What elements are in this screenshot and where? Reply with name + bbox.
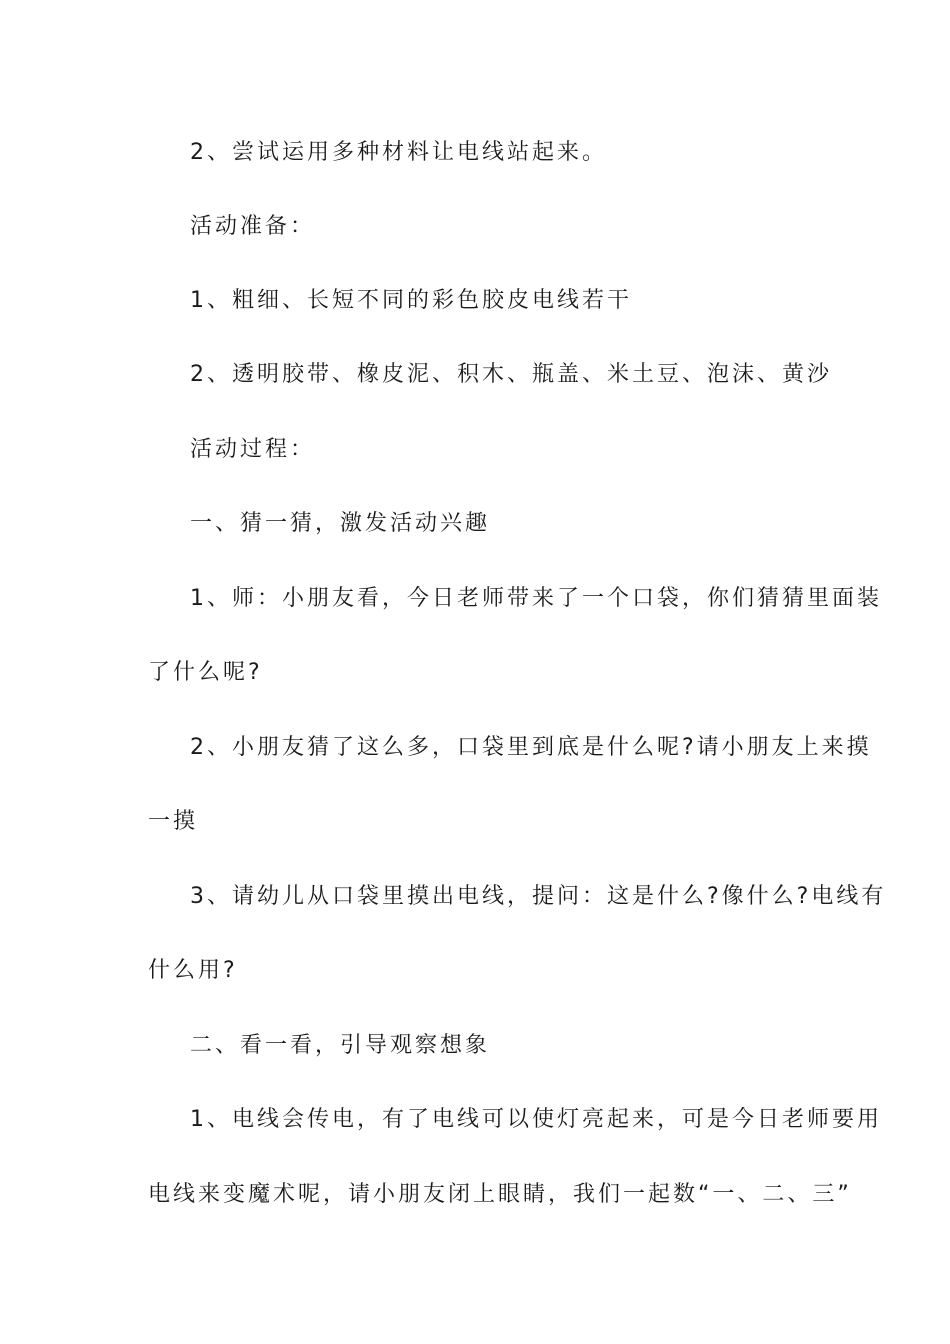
paragraph-observe-1: 1、电线会传电，有了电线可以使灯亮起来，可是今日老师要用 (190, 1107, 882, 1132)
section-heading-process: 活动过程： (190, 437, 316, 462)
paragraph-guess-2-continued: 一摸 (148, 809, 199, 834)
paragraph-preparation-1: 1、粗细、长短不同的彩色胶皮电线若干 (190, 288, 632, 313)
paragraph-objective-2: 2、尝试运用多种材料让电线站起来。 (190, 140, 607, 165)
paragraph-guess-2: 2、小朋友猜了这么多，口袋里到底是什么呢?请小朋友上来摸 (190, 735, 872, 760)
paragraph-guess-3: 3、请幼儿从口袋里摸出电线，提问：这是什么?像什么?电线有 (190, 884, 887, 909)
paragraph-observe-1-continued: 电线来变魔术呢，请小朋友闭上眼睛，我们一起数“一、二、三” (148, 1182, 852, 1207)
paragraph-guess-1-continued: 了什么呢? (148, 660, 263, 685)
paragraph-guess-1: 1、师：小朋友看，今日老师带来了一个口袋，你们猜猜里面装 (190, 586, 882, 611)
section-heading-preparation: 活动准备： (190, 214, 316, 239)
paragraph-guess-3-continued: 什么用? (148, 958, 238, 983)
paragraph-preparation-2: 2、透明胶带、橡皮泥、积木、瓶盖、米土豆、泡沫、黄沙 (190, 362, 832, 387)
subsection-heading-guess: 一、猜一猜，激发活动兴趣 (190, 511, 491, 536)
subsection-heading-observe: 二、看一看，引导观察想象 (190, 1033, 491, 1058)
